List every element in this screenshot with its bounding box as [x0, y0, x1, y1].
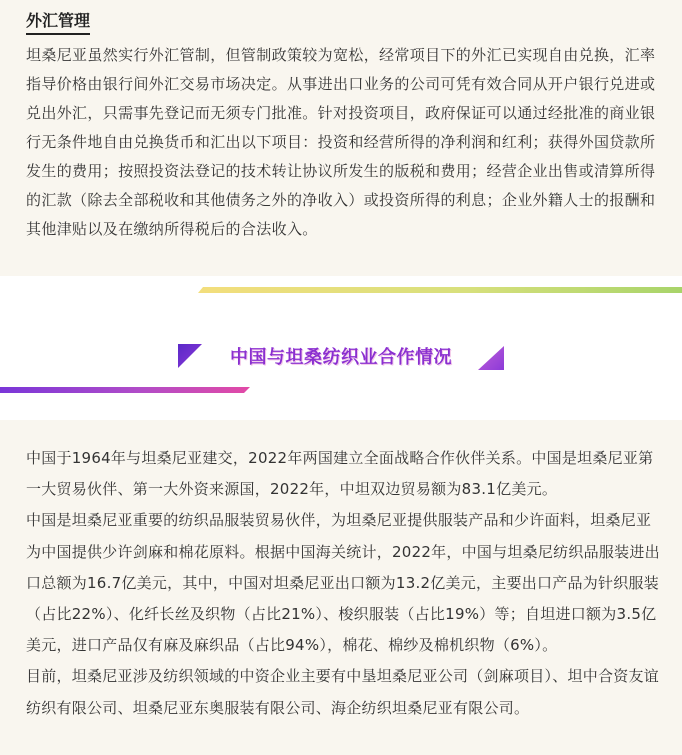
cooperation-paragraph: 中国于1964年与坦桑尼亚建交，2022年两国建立全面战略合作伙伴关系。中国是坦桑尼亚第一大贸易伙伴、第一大外资来源国，2022年，中坦双边贸易额为83.1亿美元。 [26, 449, 654, 499]
forex-paragraph: 坦桑尼亚虽然实行外汇管制，但管制政策较为宽松，经常项目下的外汇已实现自由兑换，汇率指导价格由银行间外汇交易市场决定。从事进出口业务的公司可凭有效合同从开户银行兑进或兑出外汇，只需事先登记而无须专门批准。针对投资项目，政府保证可以通过经批准的商业银行无条件地自由兑换货币和汇出以下项目：投资和经营所得的净利润和红利；获得外国贷款所发生的费用；按照投资法登记的技术转让协议所发生的版税和费用；经营企业出售或清算所得的汇款（除去全部税收和其他债务之外的净收入）或投资所得的利息；企业外籍人士的报酬和其他津贴以及在缴纳所得税后的合法收入。 [26, 46, 656, 238]
triangle-decoration-icon [178, 344, 202, 368]
cooperation-paragraph: 目前，坦桑尼亚涉及纺织领域的中资企业主要有中垦坦桑尼亚公司（剑麻项目）、坦中合资友谊纺织有限公司、坦桑尼亚东奥服装有限公司、海企纺织坦桑尼亚有限公司。 [26, 667, 660, 717]
forex-management-section [0, 0, 682, 276]
decorative-gradient-bar-bottom [0, 387, 250, 393]
section-banner [176, 340, 506, 376]
cooperation-paragraph: 中国是坦桑尼亚重要的纺织品服装贸易伙伴，为坦桑尼亚提供服装产品和少许面料，坦桑尼亚为中国提供少许剑麻和棉花原料。根据中国海关统计，2022年，中国与坦桑尼纺织品服装进出口总额为16.7亿美元，其中，中国对坦桑尼亚出口额为13.2亿美元，主要出口产品为针织服装（占比22%）、化纤长丝及织物（占比21%）、梭织服装（占比19%）等；自坦进口额为3.5亿美元，进口产品仅有麻及麻织品（占比94%），棉花、棉纱及棉机织物（6%）。 [26, 511, 660, 655]
decorative-gradient-bar-top [198, 287, 682, 293]
textile-cooperation-section [0, 420, 682, 755]
triangle-decoration-icon [478, 346, 504, 370]
section-heading: 外汇管理 [26, 10, 90, 35]
banner-title: 中国与坦桑纺织业合作情况 [230, 347, 452, 368]
